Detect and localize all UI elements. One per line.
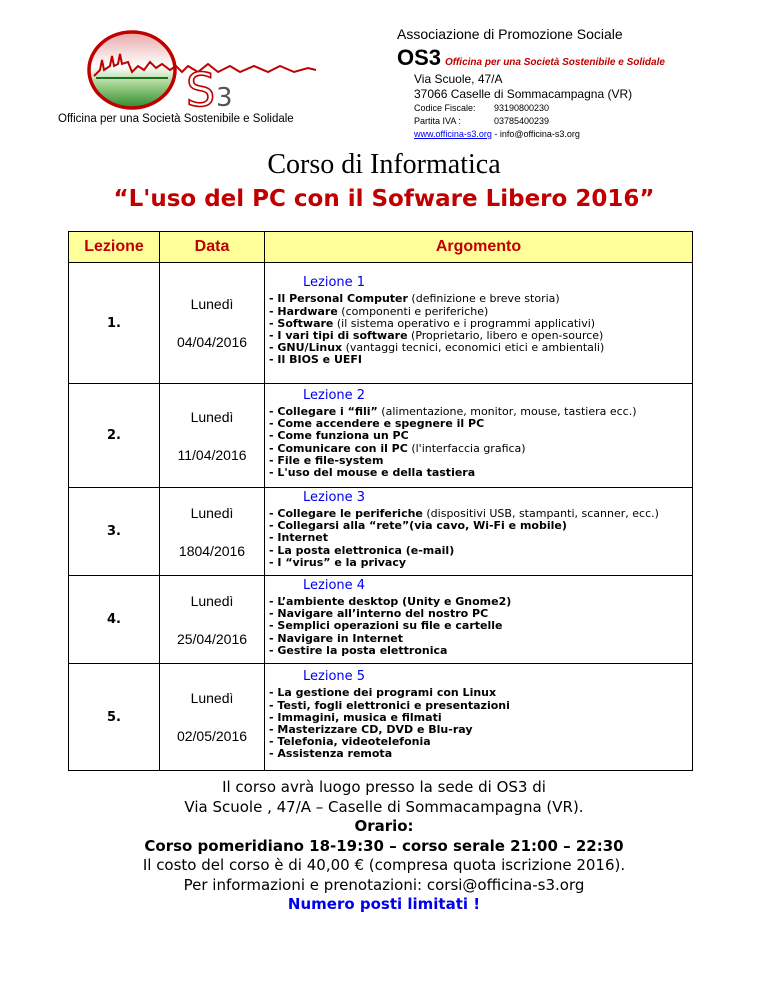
footer-schedule-times: Corso pomeridiano 18-19:30 – corso serale 21:00 – 22:30 (144, 836, 624, 855)
lesson-number: 3. (69, 488, 160, 576)
lesson-number: 4. (69, 576, 160, 664)
lesson-title: Lezione 2 (303, 387, 366, 403)
lesson-topics-cell (265, 384, 693, 488)
lesson-topics-cell (265, 263, 693, 384)
lesson-number: 1. (69, 263, 160, 384)
lesson-date-cell (160, 488, 265, 576)
topic-item-bold: - GNU/Linux (269, 341, 343, 355)
lesson-number: 2. (69, 384, 160, 488)
footer-limited-seats: Numero posti limitati ! (287, 895, 481, 913)
topic-item-detail: (Proprietario, libero e open-source) (407, 329, 604, 342)
lesson-title: Lezione 4 (303, 578, 366, 594)
os3-logo (58, 26, 318, 130)
topic-item-bold: - L’ambiente desktop (Unity e Gnome2) (269, 595, 512, 609)
email-text: - info@officina-s3.org (491, 129, 580, 139)
organization-name: OS3 (397, 45, 442, 70)
footer-location-line: Il corso avrà luogo presso la sede di OS3 di (222, 778, 546, 796)
lesson-date-cell (160, 384, 265, 488)
footer-contact: Per informazioni e prenotazioni: corsi@officina-s3.org (183, 875, 585, 894)
header-argomento: Argomento (265, 232, 693, 263)
address-line-1: Via Scuole, 47/A (414, 72, 503, 86)
topic-item (269, 645, 688, 657)
topic-item (269, 354, 688, 366)
topic-item (269, 748, 688, 760)
vat-value: 03785400239 (494, 116, 550, 126)
vat-label: Partita IVA : (414, 116, 461, 126)
lesson-title: Lezione 1 (303, 275, 366, 291)
lesson-topics-cell (265, 664, 693, 771)
topic-item (269, 520, 688, 532)
lesson-title: Lezione 3 (303, 490, 366, 505)
topic-item-bold: - Internet (269, 531, 329, 545)
footer-schedule-heading: Orario: (354, 817, 414, 835)
course-title: Corso di Informatica (267, 149, 501, 180)
topic-item-bold: - Collegare i “fili” (269, 404, 378, 418)
topic-item-detail: (componenti e periferiche) (337, 304, 489, 318)
fiscal-code-value: 93190800230 (494, 103, 550, 113)
table-header-row (69, 232, 693, 263)
organization-header (397, 26, 665, 140)
topic-item-bold: - Gestire la posta elettronica (269, 643, 448, 657)
lesson-date-cell (160, 664, 265, 771)
lesson-weekday: Lunedì (190, 408, 234, 425)
topic-item-bold: - Testi, fogli elettronici e presentazioni (269, 698, 510, 712)
topic-item-bold: - Come accendere e spegnere il PC (269, 417, 485, 431)
topic-item-bold: - Navigare all’interno del nostro PC (269, 607, 489, 621)
lesson-topics-cell (265, 488, 693, 576)
contacts-row (414, 129, 665, 140)
topic-item-bold: - La posta elettronica (e-mail) (269, 543, 455, 557)
table-row (69, 664, 693, 771)
schedule-table (68, 231, 693, 771)
topic-item-bold: - Collegarsi alla “rete”(via cavo, Wi-Fi e mobile) (269, 519, 567, 533)
logo-letter-s: S (186, 63, 216, 117)
lesson-number: 5. (69, 664, 160, 771)
vat-row (414, 116, 665, 127)
topic-item-detail: (definizione e breve storia) (407, 292, 560, 306)
topic-item-bold: - I “virus” e la privacy (269, 555, 407, 569)
fiscal-code-label: Codice Fiscale: (414, 103, 476, 113)
topic-item-detail: (alimentazione, monitor, mouse, tastiera ecc.) (377, 404, 637, 418)
topic-item-bold: - Il Personal Computer (269, 292, 408, 306)
lesson-weekday: Lunedì (190, 296, 234, 312)
topic-item-bold: - File e file-system (269, 453, 384, 467)
table-row (69, 576, 693, 664)
topic-item-bold: - Comunicare con il PC (269, 441, 408, 455)
organization-name-row (397, 45, 665, 71)
topic-item-bold: - Hardware (269, 304, 338, 318)
topic-item-bold: - Assistenza remota (269, 747, 393, 761)
topic-item-detail: (il sistema operativo e i programmi applicativi) (333, 316, 596, 330)
lesson-date: 04/04/2016 (176, 334, 248, 350)
topic-item-bold: - Collegare le periferiche (269, 507, 423, 520)
table-row (69, 384, 693, 488)
lesson-date: 02/05/2016 (176, 728, 248, 745)
topic-item-bold: - Il BIOS e UEFI (269, 353, 363, 367)
lesson-topics-cell (265, 576, 693, 664)
topic-item-bold: - L'uso del mouse e della tastiera (269, 465, 476, 479)
lesson-date: 11/04/2016 (177, 446, 247, 463)
header-lezione: Lezione (69, 232, 160, 263)
logo-digit-3: 3 (216, 83, 233, 113)
topic-item-bold: - Semplici operazioni su file e cartelle (269, 619, 503, 633)
topic-item-bold: - Come funziona un PC (269, 429, 409, 443)
table-row (69, 488, 693, 576)
lesson-weekday: Lunedì (190, 690, 234, 707)
lesson-weekday: Lunedì (190, 504, 234, 521)
topic-item-bold: - Immagini, musica e filmati (269, 710, 442, 724)
fiscal-code-row (414, 103, 665, 114)
topic-item-bold: - Telefonia, videotelefonia (269, 735, 431, 749)
footer-cost: Il costo del corso è di 40,00 € (compresa quota iscrizione 2016). (142, 856, 626, 874)
topic-item-bold: - Navigare in Internet (269, 631, 404, 645)
lesson-date-cell (160, 576, 265, 664)
website-link[interactable]: www.officina-s3.org (414, 129, 492, 139)
address-line-2: 37066 Caselle di Sommacampagna (VR) (414, 87, 633, 101)
topic-item-bold: - Software (269, 316, 334, 330)
topic-item (269, 557, 688, 569)
topic-item-bold: - I vari tipi di software (269, 329, 408, 342)
topic-item-bold: - La gestione dei programi con Linux (269, 686, 497, 700)
header-data: Data (160, 232, 265, 263)
course-info-footer (0, 778, 768, 915)
table-row (69, 263, 693, 384)
lesson-date: 1804/2016 (178, 542, 246, 559)
topic-item-detail: (l'interfaccia grafica) (407, 441, 526, 455)
course-subtitle: “L'uso del PC con il Sofware Libero 2016” (113, 186, 655, 212)
topic-item-bold: - Masterizzare CD, DVD e Blu-ray (269, 723, 473, 737)
logo-caption: Officina per una Società Sostenibile e Solidale (58, 113, 294, 125)
footer-address-line: Via Scuole , 47/A – Caselle di Sommacampagna (VR). (184, 797, 584, 816)
lesson-weekday: Lunedì (190, 592, 234, 609)
topic-item-detail: (dispositivi USB, stampanti, scanner, ecc.) (422, 507, 659, 520)
association-type: Associazione di Promozione Sociale (397, 26, 623, 42)
lesson-date: 25/04/2016 (176, 630, 248, 647)
topic-item-detail: (vantaggi tecnici, economici etici e ambientali) (342, 341, 605, 355)
lesson-date-cell (160, 263, 265, 384)
organization-tagline: Officina per una Società Sostenibile e Solidale (445, 57, 665, 68)
topic-item (269, 467, 688, 479)
lesson-title: Lezione 5 (303, 669, 366, 685)
